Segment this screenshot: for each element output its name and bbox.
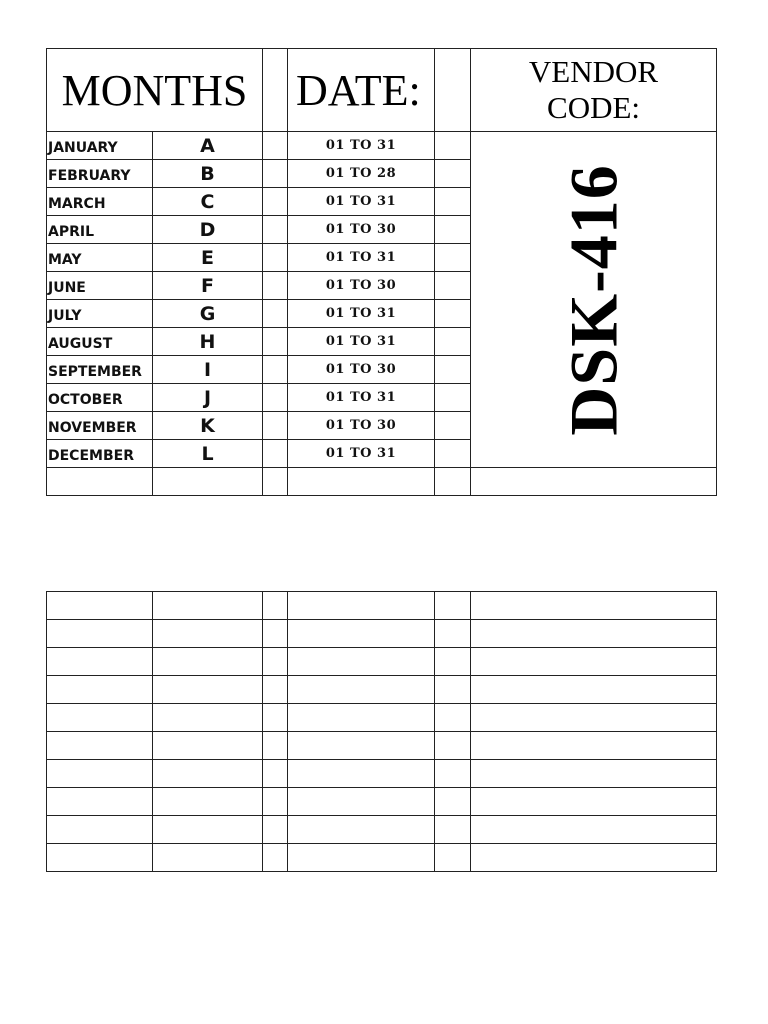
- month-name: JUNE: [47, 272, 153, 300]
- blank-cell: [153, 620, 263, 648]
- month-letter: E: [153, 244, 263, 272]
- month-name: JANUARY: [47, 132, 153, 160]
- blank-cell: [153, 676, 263, 704]
- spacer-cell: [263, 356, 288, 384]
- spacer-cell: [435, 188, 471, 216]
- date-range: 01 TO 30: [288, 272, 435, 300]
- blank-cell: [153, 760, 263, 788]
- blank-cell: [263, 732, 288, 760]
- spacer-cell: [263, 160, 288, 188]
- blank-cell: [288, 732, 435, 760]
- blank-cell: [47, 844, 153, 872]
- blank-cell: [263, 620, 288, 648]
- date-range: 01 TO 31: [288, 328, 435, 356]
- month-letter: C: [153, 188, 263, 216]
- date-range: 01 TO 31: [288, 384, 435, 412]
- date-range: 01 TO 30: [288, 356, 435, 384]
- blank-row: [47, 676, 717, 704]
- blank-cell: [435, 676, 471, 704]
- blank-cell: [435, 732, 471, 760]
- month-name: JULY: [47, 300, 153, 328]
- month-name: APRIL: [47, 216, 153, 244]
- blank-row: [47, 704, 717, 732]
- month-name: FEBRUARY: [47, 160, 153, 188]
- spacer-cell: [263, 328, 288, 356]
- blank-cell: [47, 676, 153, 704]
- blank-row: [47, 648, 717, 676]
- spacer-cell: [263, 412, 288, 440]
- blank-cell: [263, 648, 288, 676]
- month-name: OCTOBER: [47, 384, 153, 412]
- blank-cell: [47, 760, 153, 788]
- spacer-cell: [263, 300, 288, 328]
- blank-cell: [153, 732, 263, 760]
- blank-cell: [288, 676, 435, 704]
- blank-cell: [288, 844, 435, 872]
- blank-cell: [153, 816, 263, 844]
- blank-cell: [471, 592, 717, 620]
- date-range: 01 TO 31: [288, 132, 435, 160]
- month-name: MARCH: [47, 188, 153, 216]
- spacer-cell: [263, 216, 288, 244]
- spacer-cell: [435, 384, 471, 412]
- blank-row: [47, 788, 717, 816]
- blank-cell: [263, 676, 288, 704]
- month-letter: H: [153, 328, 263, 356]
- empty-row: [47, 468, 717, 496]
- empty-cell: [435, 468, 471, 496]
- blank-cell: [153, 788, 263, 816]
- blank-cell: [153, 704, 263, 732]
- blank-cell: [47, 816, 153, 844]
- month-name: AUGUST: [47, 328, 153, 356]
- blank-row: [47, 732, 717, 760]
- header-row: [47, 49, 717, 132]
- blank-cell: [153, 592, 263, 620]
- spacer-cell: [263, 188, 288, 216]
- blank-cell: [47, 704, 153, 732]
- blank-cell: [471, 844, 717, 872]
- blank-cell: [263, 704, 288, 732]
- vendor-header-line2: CODE:: [547, 90, 641, 125]
- blank-cell: [435, 620, 471, 648]
- blank-cell: [288, 704, 435, 732]
- month-letter: L: [153, 440, 263, 468]
- month-name: NOVEMBER: [47, 412, 153, 440]
- spacer-cell: [263, 384, 288, 412]
- spacer-cell: [435, 300, 471, 328]
- month-code-table: [46, 48, 717, 496]
- spacer-cell: [263, 244, 288, 272]
- empty-cell: [153, 468, 263, 496]
- spacer-cell: [435, 328, 471, 356]
- blank-row: [47, 760, 717, 788]
- blank-cell: [47, 732, 153, 760]
- blank-cell: [288, 816, 435, 844]
- date-range: 01 TO 30: [288, 216, 435, 244]
- spacer-cell: [435, 216, 471, 244]
- date-range: 01 TO 31: [288, 244, 435, 272]
- month-letter: G: [153, 300, 263, 328]
- blank-cell: [263, 788, 288, 816]
- month-letter: B: [153, 160, 263, 188]
- month-letter: J: [153, 384, 263, 412]
- spacer-cell: [435, 49, 471, 132]
- blank-cell: [263, 592, 288, 620]
- blank-cell: [153, 844, 263, 872]
- date-range: 01 TO 30: [288, 412, 435, 440]
- blank-cell: [471, 732, 717, 760]
- blank-cell: [47, 620, 153, 648]
- blank-cell: [435, 648, 471, 676]
- blank-cell: [288, 620, 435, 648]
- blank-cell: [435, 704, 471, 732]
- date-range: 01 TO 31: [288, 300, 435, 328]
- blank-cell: [263, 816, 288, 844]
- month-letter: I: [153, 356, 263, 384]
- month-letter: K: [153, 412, 263, 440]
- blank-cell: [435, 592, 471, 620]
- spacer-cell: [435, 132, 471, 160]
- vendor-code-cell: [471, 132, 717, 468]
- spacer-cell: [435, 160, 471, 188]
- spacer-cell: [263, 440, 288, 468]
- blank-cell: [288, 592, 435, 620]
- blank-cell: [471, 760, 717, 788]
- months-header: MONTHS: [47, 49, 263, 132]
- month-letter: A: [153, 132, 263, 160]
- spacer-cell: [435, 440, 471, 468]
- blank-cell: [263, 760, 288, 788]
- blank-cell: [288, 760, 435, 788]
- blank-row: [47, 816, 717, 844]
- blank-cell: [471, 676, 717, 704]
- vendor-header-line1: VENDOR: [528, 54, 659, 89]
- date-range: 01 TO 28: [288, 160, 435, 188]
- date-header: DATE:: [288, 49, 435, 132]
- blank-table: [46, 591, 717, 872]
- spacer-cell: [435, 356, 471, 384]
- month-letter: D: [153, 216, 263, 244]
- empty-cell: [47, 468, 153, 496]
- blank-cell: [471, 620, 717, 648]
- month-name: DECEMBER: [47, 440, 153, 468]
- empty-cell: [288, 468, 435, 496]
- blank-cell: [47, 648, 153, 676]
- blank-cell: [435, 760, 471, 788]
- month-row: [47, 132, 717, 160]
- spacer-cell: [435, 244, 471, 272]
- spacer-cell: [263, 132, 288, 160]
- empty-cell: [471, 468, 717, 496]
- blank-cell: [47, 788, 153, 816]
- blank-cell: [288, 648, 435, 676]
- blank-cell: [263, 844, 288, 872]
- blank-row: [47, 844, 717, 872]
- blank-cell: [471, 816, 717, 844]
- blank-cell: [471, 788, 717, 816]
- spacer-cell: [263, 272, 288, 300]
- date-range: 01 TO 31: [288, 440, 435, 468]
- blank-cell: [435, 816, 471, 844]
- blank-cell: [471, 704, 717, 732]
- blank-row: [47, 620, 717, 648]
- date-range: 01 TO 31: [288, 188, 435, 216]
- blank-cell: [435, 788, 471, 816]
- vendor-code-header: [471, 49, 717, 132]
- blank-cell: [153, 648, 263, 676]
- vendor-code: DSK-416: [555, 163, 632, 436]
- month-name: SEPTEMBER: [47, 356, 153, 384]
- spacer-cell: [263, 49, 288, 132]
- blank-cell: [47, 592, 153, 620]
- month-name: MAY: [47, 244, 153, 272]
- month-letter: F: [153, 272, 263, 300]
- blank-row: [47, 592, 717, 620]
- blank-cell: [471, 648, 717, 676]
- spacer-cell: [435, 272, 471, 300]
- blank-cell: [435, 844, 471, 872]
- spacer-cell: [435, 412, 471, 440]
- blank-cell: [288, 788, 435, 816]
- empty-cell: [263, 468, 288, 496]
